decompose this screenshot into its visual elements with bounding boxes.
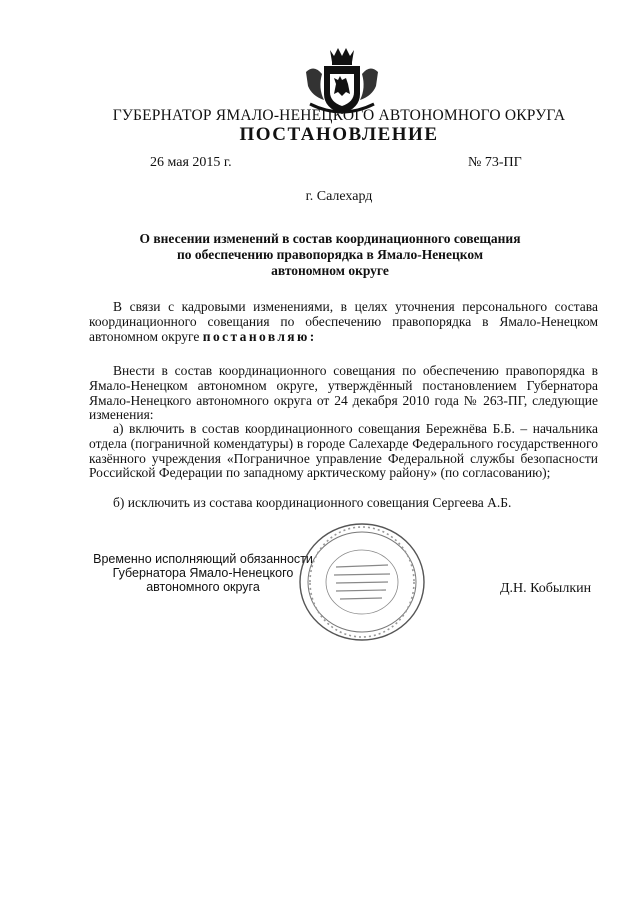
amendment-paragraph: Внести в состав координационного совещания по обеспечению правопорядка в Ямало-Ненецком автономном округе, утверждённый постановлением Губернатора Ямало-Ненецкого автономного округа от 24 декабря 2010 года № 263-ПГ, следующие изменения: (89, 363, 598, 423)
signatory-position-line: автономного округа (146, 580, 260, 594)
decree-keyword: постановляю: (202, 328, 317, 344)
document-subject (100, 231, 560, 279)
document-type: ПОСТАНОВЛЕНИЕ (239, 124, 439, 145)
preamble-paragraph (89, 300, 598, 344)
issuer-title: ГУБЕРНАТОР ЯМАЛО-НЕНЕЦКОГО АВТОНОМНОГО ОКРУГА (112, 107, 566, 124)
amendment-item-b: б) исключить из состава координационного совещания Сергеева А.Б. (113, 495, 512, 510)
amendment-item-a: а) включить в состав координационного совещания Бережнёва Б.Б. – начальника отдела (пограничной комендатуры) в городе Салехарде Федерального государственного казённого учреждения «Пограничное управление Федеральной службы безопасности Российской Федерации по западному арктическому району» (по согласованию); (89, 421, 598, 481)
signatory-position-line: Губернатора Ямало-Ненецкого (112, 566, 294, 580)
subject-line: автономном округе (271, 263, 389, 278)
document-number: № 73-ПГ (468, 155, 522, 170)
preamble-text: В связи с кадровыми изменениями, в целях уточнения персонального состава координационного совещания по обеспечению правопорядка в Ямало-Ненецком автономном округе (89, 299, 598, 344)
document-date: 26 мая 2015 г. (150, 155, 232, 170)
issue-city: г. Салехард (305, 189, 373, 204)
signatory-name: Д.Н. Кобылкин (500, 581, 592, 596)
signatory-position (78, 552, 328, 594)
signatory-position-line: Временно исполняющий обязанности (93, 552, 313, 566)
subject-line: О внесении изменений в состав координационного совещания (139, 231, 521, 246)
subject-line: по обеспечению правопорядка в Ямало-Ненецком (176, 247, 484, 262)
